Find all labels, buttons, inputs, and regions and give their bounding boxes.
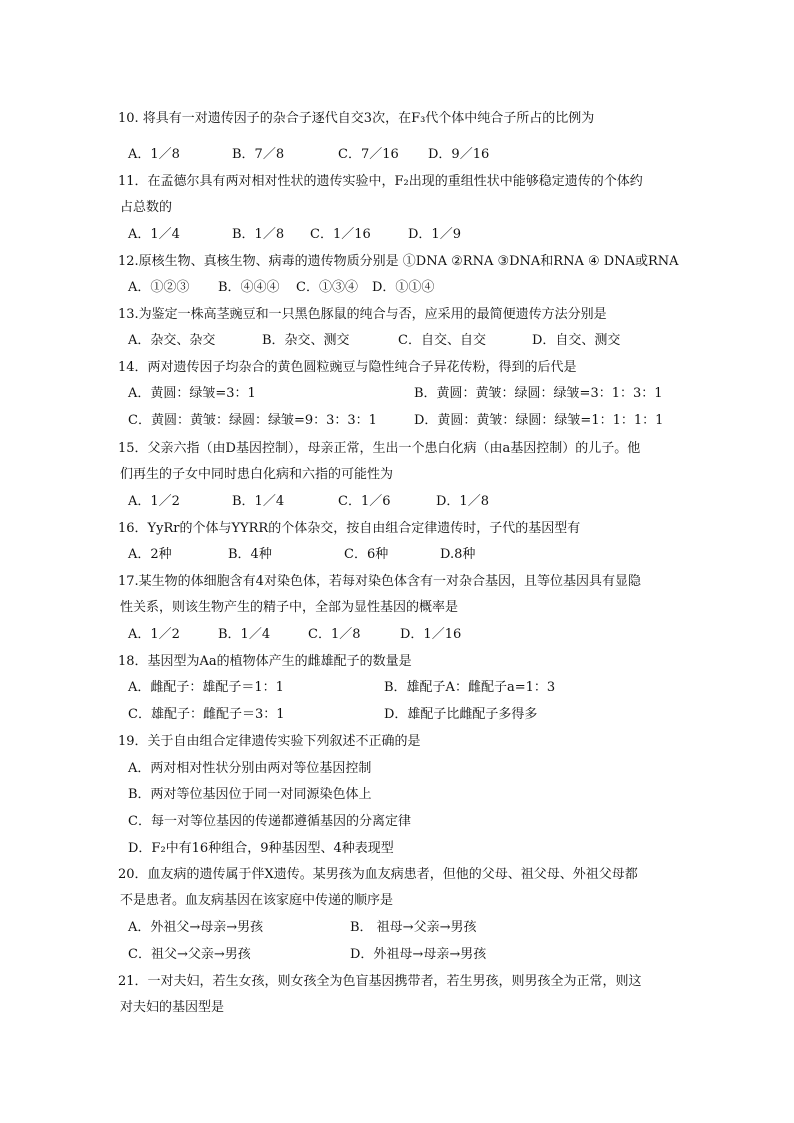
option-b: B．7／8 xyxy=(232,147,285,162)
option-c: C．1／8 xyxy=(308,627,361,642)
question-13 xyxy=(118,302,688,328)
question-17 xyxy=(118,569,688,621)
question-stem: 21．一对夫妇，若生女孩，则女孩全为色盲基因携带者，若生男孩，则男孩全为正常，则这 xyxy=(118,974,642,989)
option-b: B．1／4 xyxy=(218,627,271,642)
question-stem: 14．两对遗传因子均杂合的黄色圆粒豌豆与隐性纯合子异花传粉，得到的后代是 xyxy=(118,360,577,375)
option-b: B．④④④ xyxy=(218,280,280,295)
question-16 xyxy=(118,516,688,542)
question-21 xyxy=(118,969,688,1021)
question-18 xyxy=(118,649,688,675)
option-a: A．外祖父→母亲→男孩 xyxy=(128,920,264,935)
question-stem: 15．父亲六指（由D基因控制），母亲正常，生出一个患白化病（由a基因控制）的儿子。他 xyxy=(118,441,641,456)
option-b: B．黄圆：黄皱：绿圆：绿皱=3：1：3：1 xyxy=(414,386,663,401)
question-stem: 12.原核生物、真核生物、病毒的遗传物质分别是 ①DNA ②RNA ③DNA和RNA ④ DNA或RNA xyxy=(118,254,679,269)
options-row xyxy=(128,489,489,515)
option-c: C．6种 xyxy=(344,547,389,562)
option-d: D．9／16 xyxy=(428,147,490,162)
option-c: C．每一对等位基因的传递都遵循基因的分离定律 xyxy=(128,814,411,829)
option-b: B．杂交、测交 xyxy=(262,333,350,348)
option-c: C．黄圆：黄皱：绿圆：绿皱=9：3：3：1 xyxy=(128,413,377,428)
question-stem-continued: 们再生的子女中同时患白化病和六指的可能性为 xyxy=(120,467,394,482)
question-stem: 18．基因型为Aa的植物体产生的雌雄配子的数量是 xyxy=(118,654,412,669)
question-14 xyxy=(118,355,688,381)
question-19 xyxy=(118,729,688,755)
question-15 xyxy=(118,436,688,488)
option-d: D．黄圆：黄皱：绿圆：绿皱=1：1：1：1 xyxy=(414,413,664,428)
option-c: C．雄配子：雌配子＝3：1 xyxy=(128,707,285,722)
question-stem-continued: 性关系，则该生物产生的精子中，全部为显性基因的概率是 xyxy=(120,600,459,615)
option-a: A．1／2 xyxy=(128,627,180,642)
options-row xyxy=(128,622,461,648)
option-a: A．1／8 xyxy=(128,147,180,162)
options-row xyxy=(128,222,461,248)
option-b: B．4种 xyxy=(228,547,272,562)
question-10 xyxy=(118,106,688,132)
option-a: A．1／4 xyxy=(128,227,180,242)
option-d: D．1／16 xyxy=(400,627,462,642)
option-a: A．1／2 xyxy=(128,494,180,509)
option-d: D．1／9 xyxy=(408,227,461,242)
option-a: A．两对相对性状分别由两对等位基因控制 xyxy=(128,761,372,776)
option-d: D．自交、测交 xyxy=(532,333,621,348)
option-d: D．①①④ xyxy=(372,280,435,295)
question-stem: 11．在孟德尔具有两对相对性状的遗传实验中，F₂出现的重组性状中能够稳定遗传的个体约 xyxy=(118,174,643,189)
option-d: D．雄配子比雌配子多得多 xyxy=(384,707,538,722)
option-d: D．F₂中有16种组合，9种基因型、4种表现型 xyxy=(128,841,394,856)
option-c: C．1／6 xyxy=(338,494,391,509)
question-stem: 13.为鉴定一株高茎豌豆和一只黑色豚鼠的纯合与否，应采用的最简便遗传方法分别是 xyxy=(118,307,607,322)
option-b: B．两对等位基因位于同一对同源染色体上 xyxy=(128,787,372,802)
options-row xyxy=(128,328,620,354)
question-stem-continued: 对夫妇的基因型是 xyxy=(120,1000,225,1015)
option-c: C．1／16 xyxy=(310,227,371,242)
option-d: D．外祖母→母亲→男孩 xyxy=(350,947,487,962)
options-row xyxy=(128,542,475,568)
option-d: D.8种 xyxy=(440,547,476,562)
option-c: C．祖父→父亲→男孩 xyxy=(128,947,251,962)
option-c: C．自交、自交 xyxy=(398,333,486,348)
option-b: B．1／4 xyxy=(232,494,285,509)
question-12 xyxy=(118,249,688,275)
option-d: D．1／8 xyxy=(436,494,489,509)
options-row xyxy=(128,275,434,301)
question-20 xyxy=(118,862,688,914)
option-b: B． 祖母→父亲→男孩 xyxy=(350,920,477,935)
question-stem: 16．YyRr的个体与YYRR的个体杂交，按自由组合定律遗传时，子代的基因型有 xyxy=(118,521,581,536)
question-stem: 20．血友病的遗传属于伴X遗传。某男孩为血友病患者，但他的父母、祖父母、外祖父母都 xyxy=(118,867,638,882)
question-stem: 10. 将具有一对遗传因子的杂合子逐代自交3次，在F₃代个体中纯合子所占的比例为 xyxy=(118,111,595,126)
option-c: C．①③④ xyxy=(296,280,358,295)
option-a: A．2种 xyxy=(128,547,172,562)
option-a: A．①②③ xyxy=(128,280,190,295)
question-stem-continued: 不是患者。血友病基因在该家庭中传递的顺序是 xyxy=(120,893,394,908)
option-b: B．雄配子A：雌配子a=1：3 xyxy=(384,680,556,695)
options-row xyxy=(128,142,489,168)
question-stem: 17.某生物的体细胞含有4对染色体，若每对染色体含有一对杂合基因，且等位基因具有显隐 xyxy=(118,574,641,589)
question-stem-continued: 占总数的 xyxy=(120,200,173,215)
question-stem: 19．关于自由组合定律遗传实验下列叙述不正确的是 xyxy=(118,734,421,749)
question-11 xyxy=(118,169,688,221)
option-a: A．黄圆：绿皱=3：1 xyxy=(128,386,256,401)
option-a: A．雌配子：雄配子＝1：1 xyxy=(128,680,284,695)
option-c: C．7／16 xyxy=(338,147,399,162)
option-a: A．杂交、杂交 xyxy=(128,333,216,348)
option-b: B．1／8 xyxy=(232,227,285,242)
